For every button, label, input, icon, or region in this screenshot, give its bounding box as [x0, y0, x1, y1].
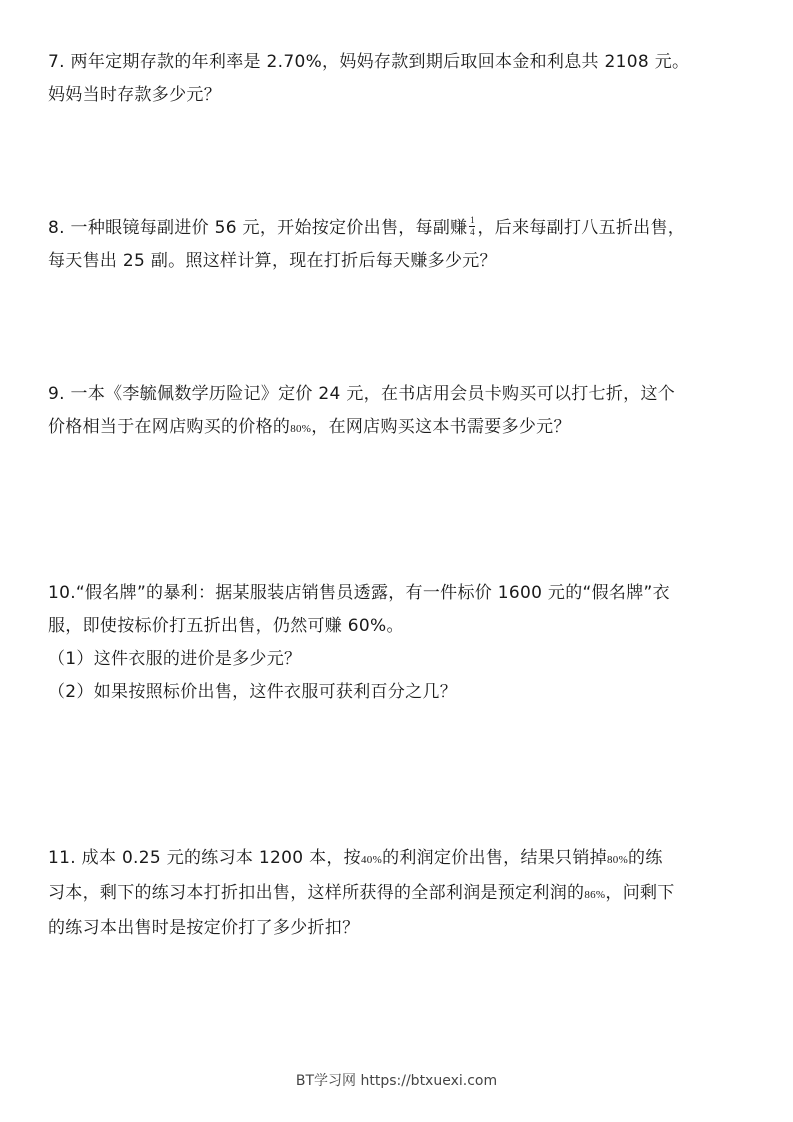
fraction-denominator: 4: [470, 226, 475, 237]
percent-40: 40%: [360, 854, 383, 866]
problem-10-sub-1: （1）这件衣服的进价是多少元？: [48, 649, 302, 669]
problem-8-line-1-text-a: 8. 一种眼镜每副进价 56 元，开始按定价出售，每副赚: [48, 218, 468, 238]
problem-11-line-1-text-b: 的利润定价出售，结果只销掉: [382, 848, 607, 868]
problem-7-line-2: 妈妈当时存款多少元？: [48, 85, 221, 105]
problem-11-line-3: 的练习本出售时是按定价打了多少折扣？: [48, 918, 360, 938]
problem-7: [48, 46, 753, 112]
problem-9: [48, 378, 753, 446]
problem-8: [48, 212, 753, 278]
problem-11: [48, 842, 753, 945]
problem-8-line-2: 每天售出 25 副。照这样计算，现在打折后每天赚多少元？: [48, 251, 497, 271]
problem-9-line-1: 9. 一本《李毓佩数学历险记》定价 24 元，在书店用会员卡购买可以打七折，这个: [48, 384, 676, 404]
problem-10-line-1: 10.“假名牌”的暴利：据某服装店销售员透露，有一件标价 1600 元的“假名牌”衣: [48, 583, 670, 603]
percent-80: 80%: [290, 423, 312, 435]
problem-11-line-1-text-c: 的练: [628, 848, 663, 868]
problem-10-line-2: 服，即使按标价打五折出售，仍然可赚 60%。: [48, 616, 404, 636]
problem-9-line-2-text-b: ，在网店购买这本书需要多少元？: [311, 417, 571, 437]
percent-80: 80%: [606, 854, 629, 866]
problem-8-line-1-text-b: ，后来每副打八五折出售，: [477, 218, 686, 238]
problem-7-line-1: 7. 两年定期存款的年利率是 2.70%，妈妈存款到期后取回本金和利息共 2108 元。: [48, 52, 690, 72]
problem-11-line-1: [48, 842, 753, 877]
fraction-one-quarter: [469, 216, 475, 237]
problem-8-line-1: [48, 212, 753, 245]
percent-86: 86%: [584, 889, 606, 901]
problem-9-line-2: [48, 411, 753, 446]
problem-11-line-1-text-a: 11. 成本 0.25 元的练习本 1200 本，按: [48, 848, 361, 868]
problem-10-sub-2: （2）如果按照标价出售，这件衣服可获利百分之几？: [48, 682, 458, 702]
fraction-numerator: 1: [470, 214, 475, 225]
problem-11-line-2-text-a: 习本，剩下的练习本打折扣出售，这样所获得的全部利润是预定利润的: [48, 883, 585, 903]
problem-10: [48, 577, 753, 709]
footer-watermark: BT学习网 https://btxuexi.com: [295, 1073, 498, 1089]
problem-9-line-2-text-a: 价格相当于在网店购买的价格的: [48, 417, 291, 437]
problem-11-line-2: [48, 877, 753, 912]
problem-11-line-2-text-b: ，问剩下: [605, 883, 675, 903]
